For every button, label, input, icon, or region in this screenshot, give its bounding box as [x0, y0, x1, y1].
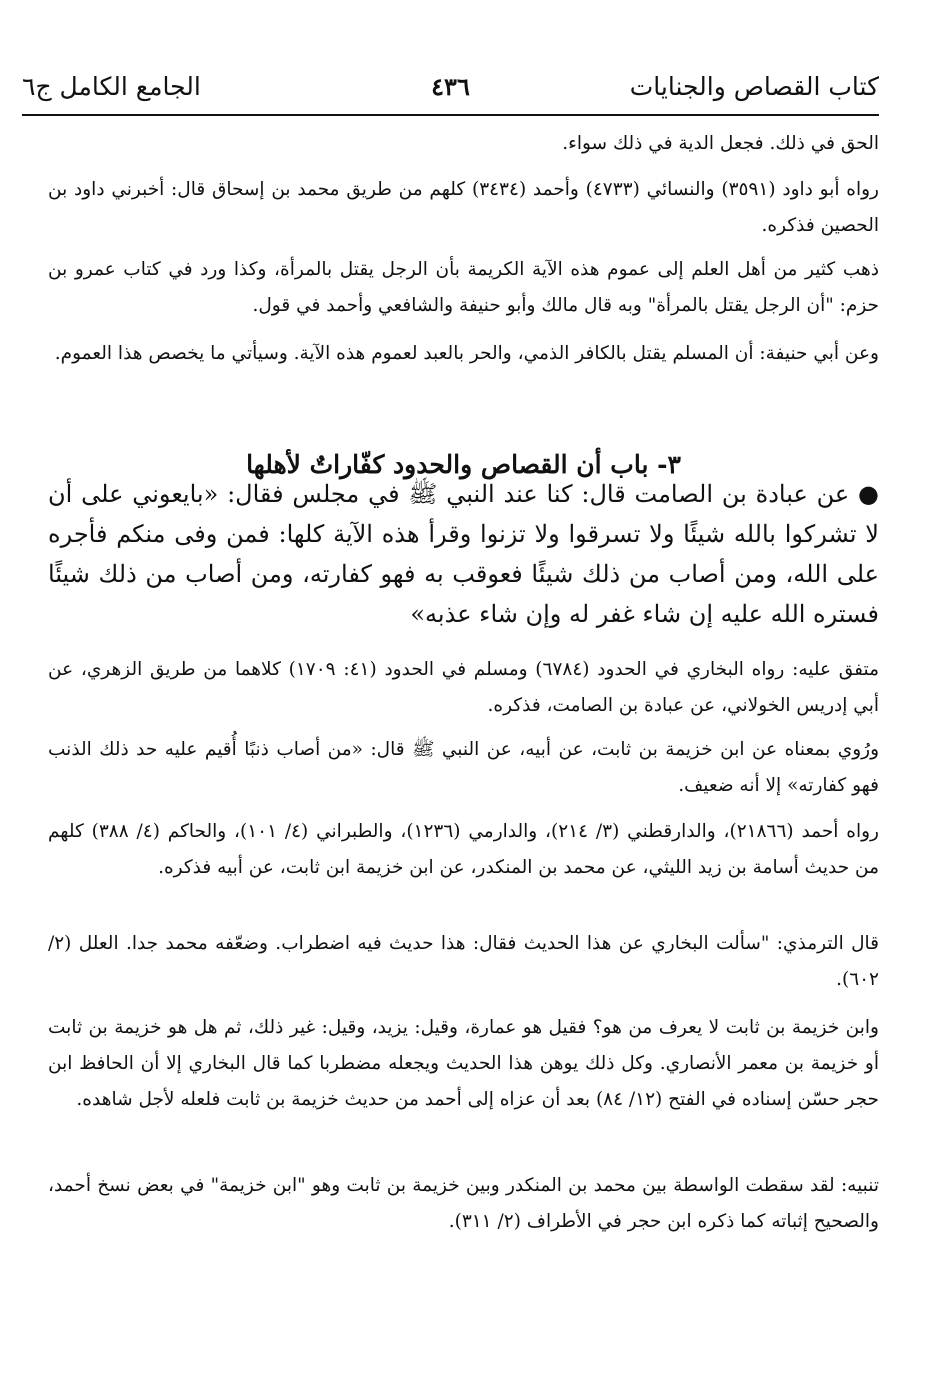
- header-volume: الجامع الكامل ج٦: [22, 71, 201, 101]
- paragraph-text: رواه أحمد (٢١٨٦٦)، والدارقطني (٣/ ٢١٤)، والدارمي (١٢٣٦)، والطبراني (٤/ ١٠١)، والحاكم (٤/ ٣٨٨) كلهم من حديث أسامة بن زيد الليثي، عن محمد بن المنكدر، عن ابن خزيمة ابن ثابت، عن أبيه فذكره.: [48, 821, 879, 878]
- hadith-text: [48, 474, 879, 634]
- paragraph-text: ● عن عبادة بن الصامت قال: كنا عند النبي ﷺ في مجلس فقال: «بايعوني على أن لا تشركوا بالله شيئًا ولا تسرقوا ولا تزنوا وقرأ هذه الآية كلها: فمن وفى منكم فأجره على الله، ومن أصاب من ذلك شيئًا فعوقب به فهو كفارته، ومن أصاب من ذلك شيئًا فستره الله عليه إن شاء غفر له وإن شاء عذبه»: [48, 480, 879, 628]
- chapter-title: ٣- باب أن القصاص والحدود كفّاراتٌ لأهلها: [246, 450, 681, 479]
- paragraph-10: [48, 1168, 879, 1240]
- header-rule: [22, 114, 879, 116]
- page-number: ٤٣٦: [431, 71, 470, 101]
- paragraph-text: ورُوي بمعناه عن ابن خزيمة بن ثابت، عن أبيه، عن النبي ﷺ قال: «من أصاب ذنبًا أُقيم عليه حد ذلك الذنب فهو كفارته» إلا أنه ضعيف.: [48, 739, 879, 796]
- header-book-title: كتاب القصاص والجنايات: [629, 71, 879, 101]
- paragraph-text: وابن خزيمة بن ثابت لا يعرف من هو؟ فقيل هو عمارة، وقيل: يزيد، وقيل: غير ذلك، ثم هل هو خزيمة بن ثابت أو خزيمة بن معمر الأنصاري. وكل ذلك يوهن هذا الحديث ويجعله مضطربا كما قال البخاري إلا أن الحافظ ابن حجر حسّن إسناده في الفتح (١٢/ ٨٤) بعد أن عزاه إلى أحمد من حديث خزيمة بن ثابت فلعله لأجل شاهده.: [48, 1017, 879, 1110]
- paragraph-5: [48, 652, 879, 724]
- paragraph-2: [48, 172, 879, 244]
- paragraph-text: تنبيه: لقد سقطت الواسطة بين محمد بن المنكدر وبين خزيمة بن ثابت وهو "ابن خزيمة" في بعض نسخ أحمد، والصحيح إثباته كما ذكره ابن حجر في الأطراف (٢/ ٣١١).: [48, 1175, 879, 1232]
- page-header: [22, 66, 879, 106]
- paragraph-4: [48, 336, 879, 372]
- paragraph-text: ذهب كثير من أهل العلم إلى عموم هذه الآية الكريمة بأن الرجل يقتل بالمرأة، وكذا ورد في كتاب عمرو بن حزم: "أن الرجل يقتل بالمرأة" وبه قال مالك وأبو حنيفة والشافعي وأحمد في قول.: [48, 259, 879, 316]
- paragraph-1: [48, 126, 879, 162]
- paragraph-text: متفق عليه: رواه البخاري في الحدود (٦٧٨٤) ومسلم في الحدود (٤١: ١٧٠٩) كلاهما من طريق الزهري، عن أبي إدريس الخولاني، عن عبادة بن الصامت، فذكره.: [48, 659, 880, 716]
- paragraph-text: قال الترمذي: "سألت البخاري عن هذا الحديث فقال: هذا حديث فيه اضطراب. وضعّفه محمد جدا. العلل (٢/ ٦٠٢).: [48, 933, 879, 990]
- paragraph-text: وعن أبي حنيفة: أن المسلم يقتل بالكافر الذمي، والحر بالعبد لعموم هذه الآية. وسيأتي ما يخصص هذا العموم.: [54, 343, 879, 364]
- paragraph-9: [48, 1010, 879, 1118]
- paragraph-8: [48, 926, 879, 998]
- paragraph-text: الحق في ذلك. فجعل الدية في ذلك سواء.: [562, 133, 879, 154]
- paragraph-7: [48, 814, 879, 886]
- paragraph-text: رواه أبو داود (٣٥٩١) والنسائي (٤٧٣٣) وأحمد (٣٤٣٤) كلهم من طريق محمد بن إسحاق قال: أخبرني داود بن الحصين فذكره.: [48, 179, 879, 236]
- paragraph-3: [48, 252, 879, 324]
- paragraph-6: [48, 732, 879, 804]
